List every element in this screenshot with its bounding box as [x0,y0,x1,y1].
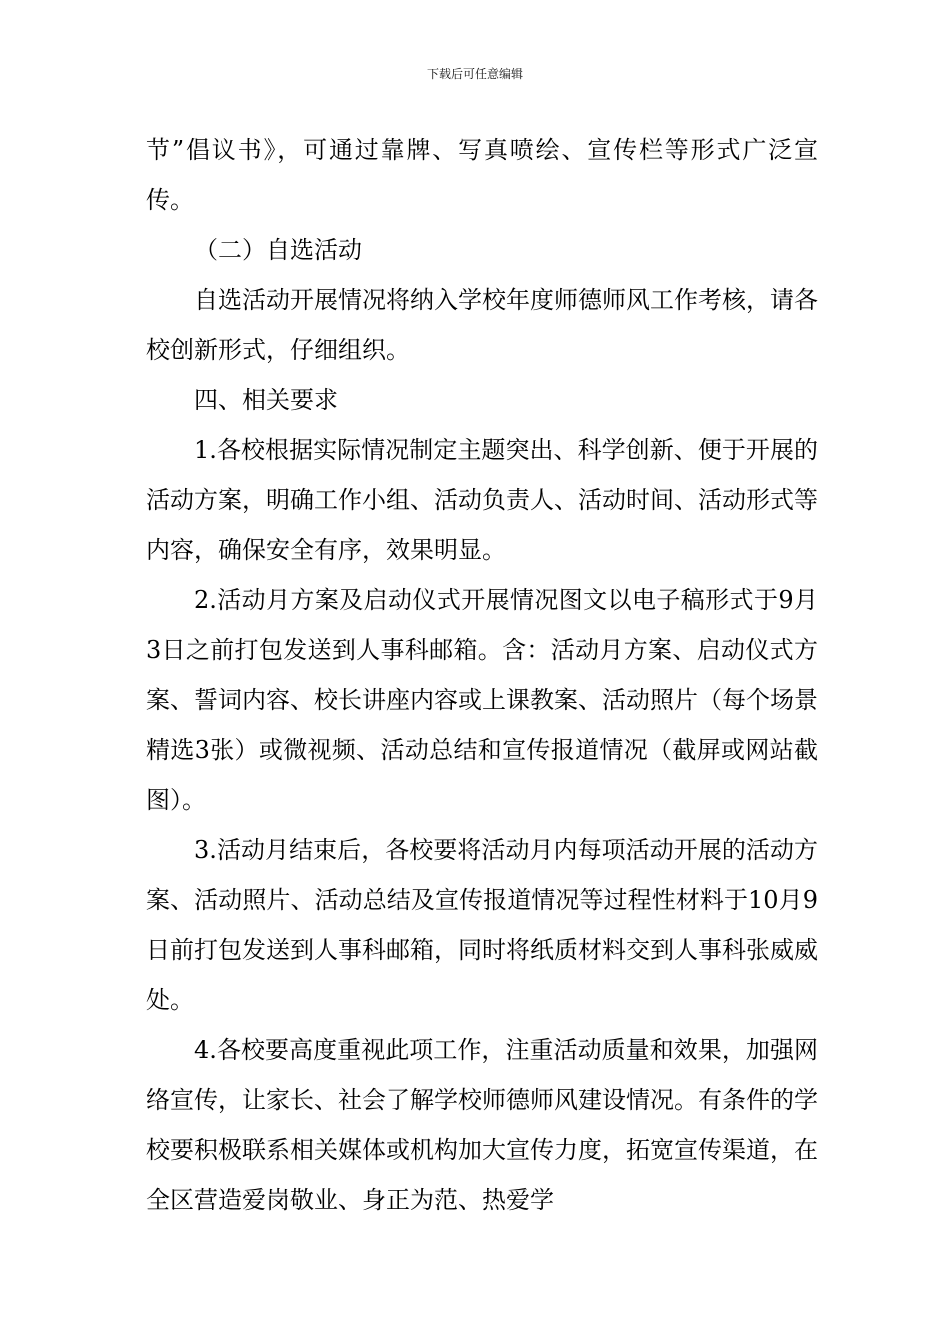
heading-requirements: 四、相关要求 [194,386,338,414]
requirement-item-1: 1.各校根据实际情况制定主题突出、科学创新、便于开展的活动方案，明确工作小组、活动负责人、活动时间、活动形式等内容，确保安全有序，效果明显。 [146,436,818,564]
requirement-item-4: 4.各校要高度重视此项工作，注重活动质量和效果，加强网络宣传，让家长、社会了解学校师德师风建设情况。有条件的学校要积极联系相关媒体或机构加大宣传力度，拓宽宣传渠道，在全区营造爱岗敬业、身正为范、热爱学 [146,1036,818,1214]
paragraph-promotion-continued: 节”倡议书》，可通过靠牌、写真喷绘、宣传栏等形式广泛宣传。 [146,136,818,214]
document-body [146,125,818,1225]
page-header: 下载后可任意编辑 [426,67,523,81]
paragraph-optional-activities: 自选活动开展情况将纳入学校年度师德师风工作考核，请各校创新形式，仔细组织。 [146,286,818,364]
requirement-item-2: 2.活动月方案及启动仪式开展情况图文以电子稿形式于9月3日之前打包发送到人事科邮箱。含：活动月方案、启动仪式方案、誓词内容、校长讲座内容或上课教案、活动照片（每个场景精选3张）或微视频、活动总结和宣传报道情况（截屏或网站截图）。 [146,586,818,814]
requirement-item-3: 3.活动月结束后，各校要将活动月内每项活动开展的活动方案、活动照片、活动总结及宣传报道情况等过程性材料于10月9日前打包发送到人事科邮箱，同时将纸质材料交到人事科张威威处。 [146,836,818,1014]
subheading-optional-activities: （二）自选活动 [194,236,362,264]
